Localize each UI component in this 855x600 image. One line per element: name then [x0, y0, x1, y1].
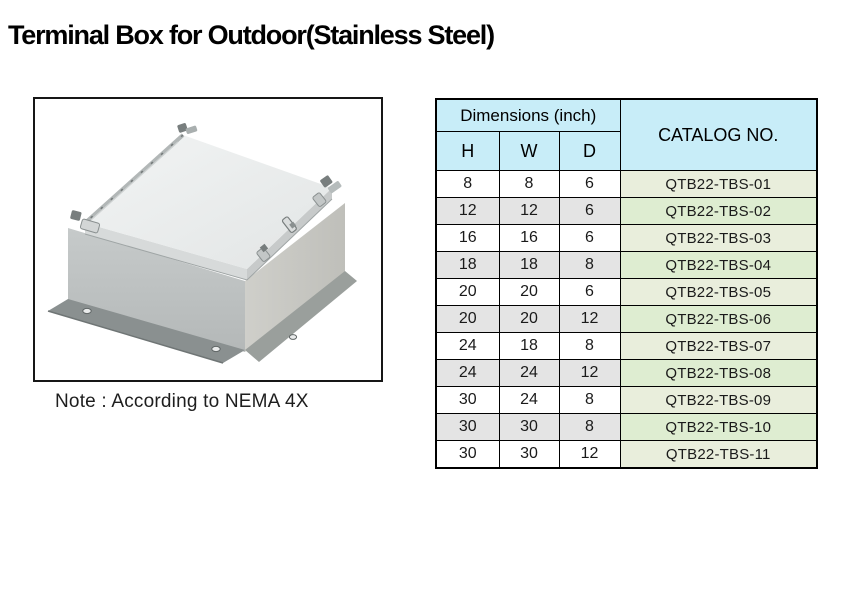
- cell-catalog-no: QTB22-TBS-02: [620, 198, 817, 225]
- spec-table: [435, 98, 818, 469]
- table-row: [436, 306, 817, 333]
- cell-catalog-no: QTB22-TBS-01: [620, 171, 817, 198]
- dimensions-group-header: Dimensions (inch): [436, 99, 620, 132]
- cell-catalog-no: QTB22-TBS-11: [620, 441, 817, 469]
- cell-width: 24: [499, 360, 559, 387]
- cell-catalog-no: QTB22-TBS-08: [620, 360, 817, 387]
- cell-depth: 8: [559, 414, 620, 441]
- cell-width: 24: [499, 387, 559, 414]
- cell-catalog-no: QTB22-TBS-06: [620, 306, 817, 333]
- table-row: [436, 441, 817, 469]
- clamp-top-corner: [177, 123, 198, 135]
- cell-depth: 12: [559, 306, 620, 333]
- table-row: [436, 333, 817, 360]
- cell-height: 18: [436, 252, 499, 279]
- cell-width: 12: [499, 198, 559, 225]
- cell-width: 30: [499, 441, 559, 469]
- table-row: [436, 387, 817, 414]
- column-header-w: W: [499, 132, 559, 171]
- table-row: [436, 414, 817, 441]
- cell-height: 20: [436, 306, 499, 333]
- cell-height: 24: [436, 333, 499, 360]
- cell-height: 16: [436, 225, 499, 252]
- cell-depth: 12: [559, 360, 620, 387]
- table-row: [436, 198, 817, 225]
- cell-depth: 6: [559, 171, 620, 198]
- cell-catalog-no: QTB22-TBS-10: [620, 414, 817, 441]
- cell-catalog-no: QTB22-TBS-07: [620, 333, 817, 360]
- spec-table-body: [436, 171, 817, 469]
- cell-height: 30: [436, 387, 499, 414]
- catalog-column-header: CATALOG NO.: [620, 99, 817, 171]
- cell-height: 20: [436, 279, 499, 306]
- table-row: [436, 225, 817, 252]
- cell-width: 30: [499, 414, 559, 441]
- cell-depth: 6: [559, 225, 620, 252]
- column-header-h: H: [436, 132, 499, 171]
- cell-depth: 8: [559, 252, 620, 279]
- cell-height: 30: [436, 414, 499, 441]
- cell-depth: 12: [559, 441, 620, 469]
- figure-note: Note : According to NEMA 4X: [55, 391, 309, 412]
- cell-height: 8: [436, 171, 499, 198]
- cell-catalog-no: QTB22-TBS-05: [620, 279, 817, 306]
- column-header-d: D: [559, 132, 620, 171]
- cell-width: 20: [499, 279, 559, 306]
- table-row: [436, 360, 817, 387]
- cell-height: 24: [436, 360, 499, 387]
- cell-catalog-no: QTB22-TBS-04: [620, 252, 817, 279]
- cell-depth: 6: [559, 198, 620, 225]
- cell-height: 30: [436, 441, 499, 469]
- page-title: Terminal Box for Outdoor(Stainless Steel): [8, 20, 494, 50]
- cell-width: 20: [499, 306, 559, 333]
- terminal-box-image: [35, 99, 381, 380]
- cell-depth: 8: [559, 333, 620, 360]
- table-row: [436, 171, 817, 198]
- cell-depth: 6: [559, 279, 620, 306]
- cell-catalog-no: QTB22-TBS-03: [620, 225, 817, 252]
- cell-catalog-no: QTB22-TBS-09: [620, 387, 817, 414]
- cell-height: 12: [436, 198, 499, 225]
- cell-width: 18: [499, 252, 559, 279]
- table-row: [436, 279, 817, 306]
- table-row: [436, 252, 817, 279]
- cell-width: 18: [499, 333, 559, 360]
- cell-depth: 8: [559, 387, 620, 414]
- cell-width: 8: [499, 171, 559, 198]
- product-image-frame: [33, 97, 383, 382]
- cell-width: 16: [499, 225, 559, 252]
